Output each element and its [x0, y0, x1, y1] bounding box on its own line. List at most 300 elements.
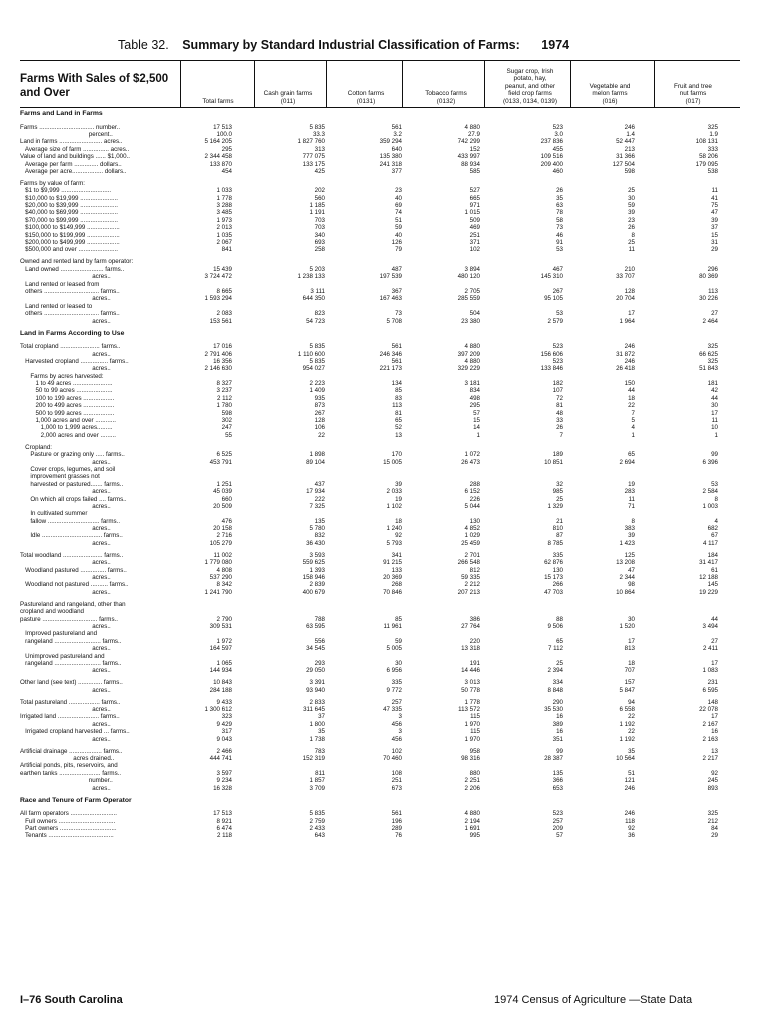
cell-value: 8 921: [216, 817, 232, 825]
cell-value: 26 418: [616, 365, 635, 373]
cell-value: 11: [628, 246, 635, 254]
row-label: Pasture or grazing only ..... farms..: [20, 451, 125, 459]
cell-value: 51: [395, 216, 402, 224]
cell-value: 17 016: [213, 343, 232, 351]
cell-value: 985: [552, 488, 563, 496]
cell-value: 1 972: [216, 637, 232, 645]
cell-value: 251: [469, 231, 480, 239]
cell-value: 2 839: [309, 581, 325, 589]
row-label: Artificial ponds, pits, reservoirs, and: [20, 762, 118, 770]
cell-value: 290: [552, 698, 563, 706]
cell-value: 246: [624, 123, 635, 131]
cell-value: 135: [314, 517, 325, 525]
cell-value: 47: [628, 566, 635, 574]
cell-value: 1 110 600: [297, 350, 325, 358]
cell-value: 75: [711, 202, 718, 210]
cell-value: 164 597: [209, 645, 232, 653]
cell-value: 5 780: [309, 525, 325, 533]
row-label: Cover crops, legumes, and soil: [20, 465, 116, 473]
cell-value: 1 964: [619, 317, 635, 325]
cell-value: 237 836: [540, 138, 563, 146]
cell-value: 3 237: [216, 387, 232, 395]
cell-value: 873: [314, 402, 325, 410]
cell-value: 3 013: [464, 679, 480, 687]
cell-value: 170: [391, 451, 402, 459]
cell-value: 383: [624, 525, 635, 533]
cell-value: 504: [469, 310, 480, 318]
row-label: Cropland:: [20, 443, 52, 451]
row-label: Pastureland and rangeland, other than: [20, 600, 126, 608]
cell-value: 1 072: [464, 451, 480, 459]
cell-value: 454: [221, 167, 232, 175]
cell-value: 11: [628, 495, 635, 503]
row-label: acres..: [20, 488, 111, 496]
cell-value: 135 380: [379, 153, 402, 161]
cell-value: 400 679: [302, 588, 325, 596]
cell-value: 2 466: [216, 747, 232, 755]
row-label: acres..: [20, 574, 111, 582]
table-row: [20, 687, 740, 694]
table-row: [20, 748, 740, 755]
cell-value: 22: [628, 402, 635, 410]
cell-value: 20 369: [383, 574, 402, 582]
table-row: [20, 138, 740, 145]
table-row: [20, 540, 740, 547]
cell-value: 268: [391, 581, 402, 589]
cell-value: 27: [711, 637, 718, 645]
table-row: [20, 777, 740, 784]
cell-value: 6 474: [216, 824, 232, 832]
cell-value: 53: [711, 480, 718, 488]
cell-value: 1 827 760: [297, 138, 325, 146]
cell-value: 2 112: [216, 394, 232, 402]
cell-value: 23: [628, 216, 635, 224]
cell-value: 69: [395, 202, 402, 210]
table-row: [20, 343, 740, 350]
cell-value: 2 579: [547, 317, 563, 325]
cell-value: 67: [711, 532, 718, 540]
cell-value: 31 417: [699, 559, 718, 567]
cell-value: 335: [391, 679, 402, 687]
cell-value: 14: [473, 424, 480, 432]
table-row: [20, 266, 740, 273]
cell-value: 128: [624, 287, 635, 295]
table-row: [20, 124, 740, 131]
cell-value: 703: [314, 224, 325, 232]
cell-value: 10 864: [616, 588, 635, 596]
table-row: [20, 318, 740, 325]
table-row: [20, 581, 740, 588]
row-label: Woodland not pastured .......... farms..: [20, 581, 129, 589]
cell-value: 17: [711, 659, 718, 667]
cell-value: 115: [470, 728, 480, 736]
row-label: Average size of farm ............... acres..: [20, 145, 130, 153]
cell-value: 325: [707, 123, 718, 131]
cell-value: 2 118: [216, 832, 232, 840]
header-bottom-rule: [20, 107, 740, 108]
cell-value: 202: [314, 187, 325, 195]
cell-value: 5 835: [309, 810, 325, 818]
cell-value: 247: [221, 424, 232, 432]
cell-value: 16 356: [213, 357, 232, 365]
cell-value: 125: [624, 551, 635, 559]
table-row: [20, 679, 740, 686]
cell-value: 6 152: [464, 488, 480, 496]
cell-value: 135: [552, 769, 563, 777]
row-label: acres..: [20, 559, 111, 567]
cell-value: 1 241 790: [204, 588, 232, 596]
column-header: Total farms: [202, 97, 234, 105]
cell-value: 6 956: [386, 667, 402, 675]
row-label: acres..: [20, 667, 111, 675]
cell-value: 333: [707, 145, 718, 153]
cell-value: 15: [473, 417, 480, 425]
cell-value: 73: [556, 224, 563, 232]
cell-value: 1 035: [216, 231, 232, 239]
cell-value: 334: [552, 679, 563, 687]
cell-value: 8: [714, 495, 718, 503]
cell-value: 527: [469, 187, 480, 195]
cell-value: 1 778: [464, 698, 480, 706]
cell-value: 2 833: [309, 698, 325, 706]
cell-value: 1 185: [309, 202, 325, 210]
row-label: On which all crops failed .... farms..: [20, 495, 127, 503]
row-label: earthen tanks ........................ farms..: [20, 769, 122, 777]
cell-value: 460: [552, 167, 563, 175]
table-row: [20, 424, 740, 431]
column-divider: [402, 60, 403, 107]
row-label: improvement grasses not: [20, 473, 100, 481]
cell-value: 33.3: [312, 130, 325, 138]
cell-value: 323: [221, 713, 232, 721]
cell-value: 703: [314, 216, 325, 224]
cell-value: 27.9: [467, 130, 480, 138]
cell-value: 95 105: [544, 295, 563, 303]
cell-value: 107: [552, 387, 563, 395]
cell-value: 62 876: [544, 559, 563, 567]
table-row: [20, 706, 740, 713]
row-label: acres drained..: [20, 755, 115, 762]
row-label: Owned and rented land by farm operator:: [20, 258, 134, 266]
cell-value: 311 645: [303, 706, 325, 714]
cell-value: 1 738: [309, 735, 325, 743]
cell-value: 189: [552, 451, 563, 459]
cell-value: 121: [624, 777, 635, 785]
cell-value: 37: [318, 713, 325, 721]
cell-value: 2 013: [216, 224, 232, 232]
cell-value: 33: [556, 417, 563, 425]
table-row: [20, 131, 740, 138]
table-row: [20, 258, 740, 265]
row-label: 2,000 acres and over .........: [20, 431, 116, 439]
cell-value: 91 215: [383, 559, 402, 567]
cell-value: 2 163: [702, 735, 718, 743]
cell-value: 167 463: [379, 295, 402, 303]
cell-value: 4 880: [464, 357, 480, 365]
row-label: $10,000 to $19,999 ......................: [20, 194, 119, 202]
cell-value: 1 779 080: [204, 559, 232, 567]
cell-value: 16 328: [213, 784, 232, 792]
cell-value: 289: [391, 824, 402, 832]
cell-value: 35: [318, 728, 325, 736]
cell-value: 598: [221, 409, 232, 417]
cell-value: 16: [711, 728, 718, 736]
cell-value: 17 513: [213, 123, 232, 131]
cell-value: 98: [628, 581, 635, 589]
cell-value: 1 029: [464, 532, 480, 540]
row-label: Race and Tenure of Farm Operator: [20, 796, 132, 804]
row-label: Harvested cropland ................ farms..: [20, 357, 129, 365]
cell-value: 246 346: [379, 350, 402, 358]
cell-value: 17 934: [306, 488, 325, 496]
table-row: [20, 459, 740, 466]
footer-page-label: I–76 South Carolina: [20, 994, 123, 1006]
table-row: [20, 699, 740, 706]
row-label: Land rented or leased to: [20, 302, 93, 310]
cell-value: 57: [473, 409, 480, 417]
cell-value: 3 894: [464, 265, 480, 273]
table-row: [20, 630, 740, 637]
section-heading: [20, 110, 740, 119]
cell-value: 1: [631, 431, 635, 439]
cell-value: 4 117: [702, 539, 718, 547]
row-label: others ................................ farms..: [20, 287, 120, 295]
table-row: [20, 351, 740, 358]
cell-value: 455: [552, 145, 563, 153]
cell-value: 113: [392, 402, 402, 410]
cell-value: 1 192: [619, 735, 635, 743]
table-row: [20, 146, 740, 153]
cell-value: 812: [469, 566, 480, 574]
cell-value: 23 380: [461, 317, 480, 325]
cell-value: 245: [707, 777, 718, 785]
cell-value: 39: [395, 480, 402, 488]
cell-value: 158 946: [302, 574, 325, 582]
cell-value: 19 229: [699, 588, 718, 596]
cell-value: 26 473: [461, 458, 480, 466]
cell-value: 893: [707, 784, 718, 792]
table-row: [20, 358, 740, 365]
cell-value: 2 464: [702, 317, 718, 325]
cell-value: 561: [391, 357, 402, 365]
cell-value: 39: [628, 209, 635, 217]
cell-value: 79: [395, 246, 402, 254]
cell-value: 13 318: [461, 645, 480, 653]
cell-value: 1 033: [216, 187, 232, 195]
table-row: [20, 667, 740, 674]
cell-value: 18: [628, 659, 635, 667]
cell-value: 25: [628, 239, 635, 247]
cell-value: 28 387: [544, 755, 563, 762]
cell-value: 13: [711, 747, 718, 755]
cell-value: 296: [707, 265, 718, 273]
cell-value: 5 835: [309, 357, 325, 365]
cell-value: 42: [711, 387, 718, 395]
cell-value: 30: [395, 659, 402, 667]
cell-value: 51: [628, 769, 635, 777]
table-row: [20, 496, 740, 503]
row-label: $500,000 and over .......................: [20, 246, 119, 254]
cell-value: 11 002: [213, 551, 232, 559]
cell-value: 10 851: [544, 458, 563, 466]
cell-value: 665: [469, 194, 480, 202]
cell-value: 209: [552, 824, 563, 832]
row-label: rangeland ........................... farms..: [20, 659, 122, 667]
table-row: [20, 209, 740, 216]
cell-value: 126: [391, 239, 402, 247]
cell-value: 130: [552, 566, 563, 574]
cell-value: 207 213: [457, 588, 480, 596]
table-row: [20, 365, 740, 372]
cell-value: 36 430: [306, 539, 325, 547]
cell-value: 65: [556, 637, 563, 645]
row-label: acres..: [20, 706, 111, 714]
cell-value: 92: [395, 532, 402, 540]
cell-value: 102: [391, 747, 402, 755]
cell-value: 371: [469, 239, 480, 247]
cell-value: 78: [556, 209, 563, 217]
cell-value: 98 316: [461, 755, 480, 762]
cell-value: 85: [395, 615, 402, 623]
cell-value: 115: [470, 713, 480, 721]
cell-value: 4 808: [216, 566, 232, 574]
cell-value: 210: [624, 265, 635, 273]
cell-value: 65: [395, 417, 402, 425]
row-label: Land in Farms According to Use: [20, 329, 125, 337]
cell-value: 31 872: [616, 350, 635, 358]
cell-value: 108 131: [695, 138, 718, 146]
cell-value: 44: [628, 387, 635, 395]
cell-value: 30: [711, 402, 718, 410]
table-row: [20, 559, 740, 566]
column-header: Fruit and tree nut farms (017): [673, 82, 712, 105]
cell-value: 257: [391, 698, 402, 706]
cell-value: 389: [552, 720, 563, 728]
cell-value: 2 705: [464, 287, 480, 295]
cell-value: 2 251: [464, 777, 480, 785]
cell-value: 5 793: [386, 539, 402, 547]
row-label: 1,000 to 1,999 acres.........: [20, 424, 113, 432]
cell-value: 1 778: [216, 194, 232, 202]
section-heading: [20, 330, 740, 339]
column-header: Tobacco farms (0132): [425, 90, 467, 105]
cell-value: 288: [469, 480, 480, 488]
cell-value: 1 015: [464, 209, 480, 217]
cell-value: 2 694: [619, 458, 635, 466]
cell-value: 295: [221, 145, 232, 153]
row-label: Total cropland ....................... farms..: [20, 343, 121, 351]
cell-value: 2 344 458: [204, 153, 232, 161]
row-label: acres..: [20, 645, 111, 653]
cell-value: 266: [552, 581, 563, 589]
cell-value: 17: [711, 713, 718, 721]
cell-value: 23: [395, 187, 402, 195]
cell-value: 1 970: [464, 735, 480, 743]
cell-value: 70 460: [383, 755, 402, 762]
cell-value: 73: [395, 310, 402, 318]
table-row: [20, 239, 740, 246]
cell-value: 257: [552, 817, 563, 825]
cell-value: 971: [469, 202, 480, 210]
cell-value: 4 852: [464, 525, 480, 533]
cell-value: 27: [711, 310, 718, 318]
cell-value: 523: [552, 123, 563, 131]
table-row: [20, 273, 740, 280]
side-title: Farms With Sales of $2,500 and Over: [20, 73, 169, 99]
cell-value: 2 791 406: [204, 350, 232, 358]
table-row: [20, 728, 740, 735]
cell-value: 18: [628, 394, 635, 402]
cell-value: 5 164 205: [204, 138, 232, 146]
cell-value: 4 880: [464, 810, 480, 818]
column-header: Cash grain farms (011): [263, 90, 313, 105]
cell-value: 15 005: [383, 458, 402, 466]
cell-value: 8: [631, 517, 635, 525]
row-label: Irrigated cropland harvested ... farms..: [20, 728, 130, 736]
cell-value: 1 300 612: [204, 706, 232, 714]
cell-value: 351: [552, 735, 563, 743]
cell-value: 39: [628, 532, 635, 540]
cell-value: 480 120: [457, 273, 480, 281]
cell-value: 12 188: [699, 574, 718, 582]
table-row: [20, 295, 740, 302]
cell-value: 32: [556, 480, 563, 488]
cell-value: 523: [552, 810, 563, 818]
cell-value: 220: [469, 637, 480, 645]
footer-publication: 1974 Census of Agriculture —State Data: [494, 994, 693, 1006]
cell-value: 85: [395, 387, 402, 395]
row-label: $150,000 to $199,999 ...................: [20, 231, 120, 239]
cell-value: 35: [628, 747, 635, 755]
cell-value: 65: [628, 451, 635, 459]
cell-value: 266 548: [457, 559, 480, 567]
cell-value: 15 439: [213, 265, 232, 273]
table-row: [20, 810, 740, 817]
section-heading: [20, 797, 740, 806]
cell-value: 1 192: [619, 720, 635, 728]
cell-value: 6 595: [702, 686, 718, 694]
cell-value: 9 234: [216, 777, 232, 785]
cell-value: 4: [631, 424, 635, 432]
row-label: 50 to 99 acres .....................: [20, 387, 113, 395]
cell-value: 22: [318, 431, 325, 439]
table-row: [20, 444, 740, 451]
cell-value: 456: [391, 735, 402, 743]
cell-value: 10 564: [616, 755, 635, 762]
cell-value: 366: [552, 777, 563, 785]
cell-value: 213: [624, 145, 635, 153]
table-row: [20, 567, 740, 574]
table-row: [20, 638, 740, 645]
cell-value: 3 724 472: [204, 273, 232, 281]
cell-value: 267: [552, 287, 563, 295]
row-label: Artificial drainage ................... farms..: [20, 747, 123, 755]
table-row: [20, 832, 740, 839]
cell-value: 39: [711, 216, 718, 224]
table-title: [118, 38, 569, 52]
table-row: [20, 608, 740, 615]
row-label: acres..: [20, 458, 111, 466]
cell-value: 133 175: [302, 160, 325, 168]
cell-value: 102: [469, 246, 480, 254]
cell-value: 437: [314, 480, 325, 488]
cell-value: 21: [556, 517, 563, 525]
cell-value: 359 294: [379, 138, 402, 146]
cell-value: 57: [556, 832, 563, 840]
cell-value: 813: [624, 645, 635, 653]
row-label: 1 to 49 acres .......................: [20, 380, 113, 388]
cell-value: 538: [707, 167, 718, 175]
